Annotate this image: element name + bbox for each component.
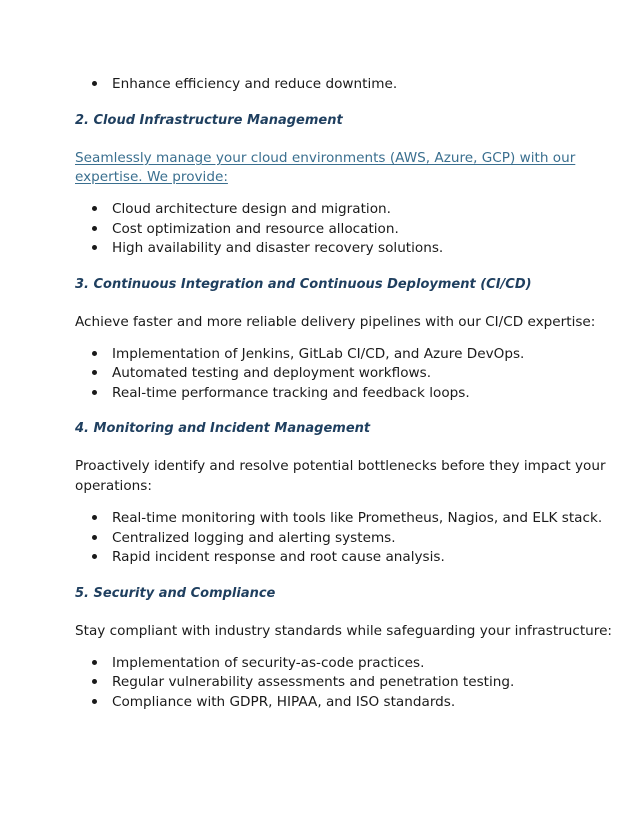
bullet-icon (92, 245, 97, 250)
list-item-text: Centralized logging and alerting systems. (112, 530, 396, 546)
section-heading-cloud: 2. Cloud Infrastructure Management (75, 113, 343, 128)
cloud-intro-link-line-1[interactable]: Seamlessly manage your cloud environments (AWS, Azure, GCP) with our (75, 150, 576, 166)
list-item-text: Enhance efficiency and reduce downtime. (112, 76, 398, 92)
list-item-text: High availability and disaster recovery solutions. (112, 240, 444, 256)
bullet-icon (92, 206, 97, 211)
bullet-icon (92, 390, 97, 395)
section-heading-security: 5. Security and Compliance (75, 586, 276, 601)
list-item-text: Rapid incident response and root cause analysis. (112, 549, 445, 565)
bullet-icon (92, 660, 97, 665)
bullet-icon (92, 554, 97, 559)
bullet-icon (92, 370, 97, 375)
bullet-icon (92, 226, 97, 231)
list-item-text: Implementation of security-as-code practices. (112, 655, 425, 671)
monitoring-intro-line-2: operations: (75, 478, 152, 494)
bullet-icon (92, 515, 97, 520)
bullet-icon (92, 699, 97, 704)
cicd-intro-text: Achieve faster and more reliable delivery pipelines with our CI/CD expertise: (75, 314, 596, 330)
section-heading-monitoring: 4. Monitoring and Incident Management (75, 421, 371, 436)
security-intro-text: Stay compliant with industry standards while safeguarding your infrastructure: (75, 623, 613, 639)
bullet-icon (92, 679, 97, 684)
list-item-text: Regular vulnerability assessments and penetration testing. (112, 674, 515, 690)
list-item-text: Implementation of Jenkins, GitLab CI/CD, and Azure DevOps. (112, 346, 525, 362)
list-item-text: Real-time monitoring with tools like Prometheus, Nagios, and ELK stack. (112, 510, 603, 526)
list-item-text: Compliance with GDPR, HIPAA, and ISO standards. (112, 694, 456, 710)
bullet-icon (92, 351, 97, 356)
bullet-icon (92, 81, 97, 86)
list-item-text: Real-time performance tracking and feedback loops. (112, 385, 470, 401)
list-item-text: Cloud architecture design and migration. (112, 201, 391, 217)
section-heading-cicd: 3. Continuous Integration and Continuous Deployment (CI/CD) (75, 277, 532, 292)
list-item-text: Automated testing and deployment workflows. (112, 365, 432, 381)
monitoring-intro-line-1: Proactively identify and resolve potential bottlenecks before they impact your (75, 458, 606, 474)
bullet-icon (92, 535, 97, 540)
list-item-text: Cost optimization and resource allocation. (112, 221, 399, 237)
cloud-intro-link-line-2[interactable]: expertise. We provide: (75, 169, 228, 185)
